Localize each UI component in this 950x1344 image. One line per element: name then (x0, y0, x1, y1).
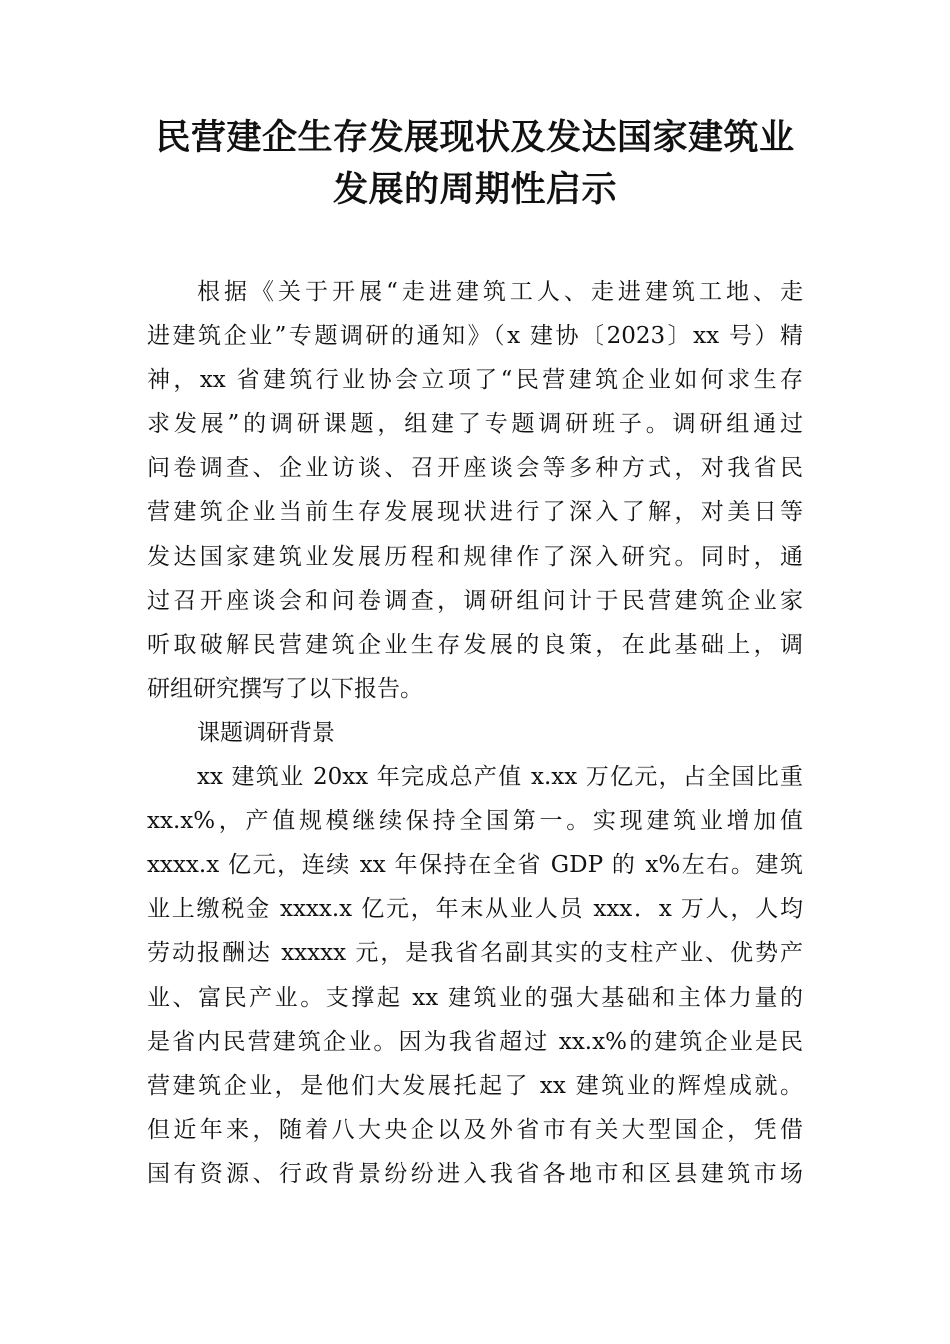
paragraph-line: 但近年来，随着八大央企以及外省市有关大型国企，凭借 (147, 1116, 803, 1143)
paragraph-line: 问卷调查、企业访谈、召开座谈会等多种方式，对我省民 (147, 455, 803, 482)
paragraph-line: 神，xx 省建筑行业协会立项了“民营建筑企业如何求生存 (147, 367, 803, 394)
paragraph-line: xxxx.x 亿元，连续 xx 年保持在全省 GDP 的 x%左右。建筑 (147, 852, 803, 879)
title-line-2: 发展的周期性启示 (332, 169, 617, 210)
paragraph-line: 业上缴税金 xxxx.x 亿元，年末从业人员 xxx．x 万人，人均 (147, 896, 803, 923)
background-paragraph (147, 755, 803, 1196)
paragraph-line: 是省内民营建筑企业。因为我省超过 xx.x%的建筑企业是民 (147, 1028, 803, 1055)
paragraph-line: 业、富民产业。支撑起 xx 建筑业的强大基础和主体力量的 (147, 984, 803, 1011)
document-body (147, 270, 803, 1196)
section-heading: 课题调研背景 (197, 719, 335, 746)
paragraph-line: 根据《关于开展“走进建筑工人、走进建筑工地、走 (197, 279, 803, 305)
paragraph-line: 进建筑企业”专题调研的通知》（x 建协〔2023〕xx 号）精 (147, 323, 803, 350)
paragraph-line: 听取破解民营建筑企业生存发展的良策，在此基础上，调 (147, 631, 803, 658)
document-title (140, 112, 810, 216)
paragraph-line: 求发展”的调研课题，组建了专题调研班子。调研组通过 (147, 411, 803, 438)
intro-paragraph (147, 270, 803, 711)
paragraph-line: 发达国家建筑业发展历程和规律作了深入研究。同时，通 (147, 543, 803, 570)
paragraph-line: 营建筑企业，是他们大发展托起了 xx 建筑业的辉煌成就。 (147, 1072, 803, 1099)
paragraph-line: xx.x%，产值规模继续保持全国第一。实现建筑业增加值 (147, 808, 803, 835)
paragraph-line: xx 建筑业 20xx 年完成总产值 x.xx 万亿元，占全国比重 (197, 764, 803, 791)
paragraph-line: 劳动报酬达 xxxxx 元，是我省名副其实的支柱产业、优势产 (147, 940, 803, 967)
paragraph-line: 过召开座谈会和问卷调查，调研组问计于民营建筑企业家 (147, 587, 803, 614)
title-line-1: 民营建企生存发展现状及发达国家建筑业 (155, 117, 795, 158)
paragraph-line: 营建筑企业当前生存发展现状进行了深入了解，对美日等 (147, 499, 803, 526)
paragraph-line: 研组研究撰写了以下报告。 (147, 675, 423, 702)
paragraph-line: 国有资源、行政背景纷纷进入我省各地市和区县建筑市场 (147, 1160, 803, 1187)
